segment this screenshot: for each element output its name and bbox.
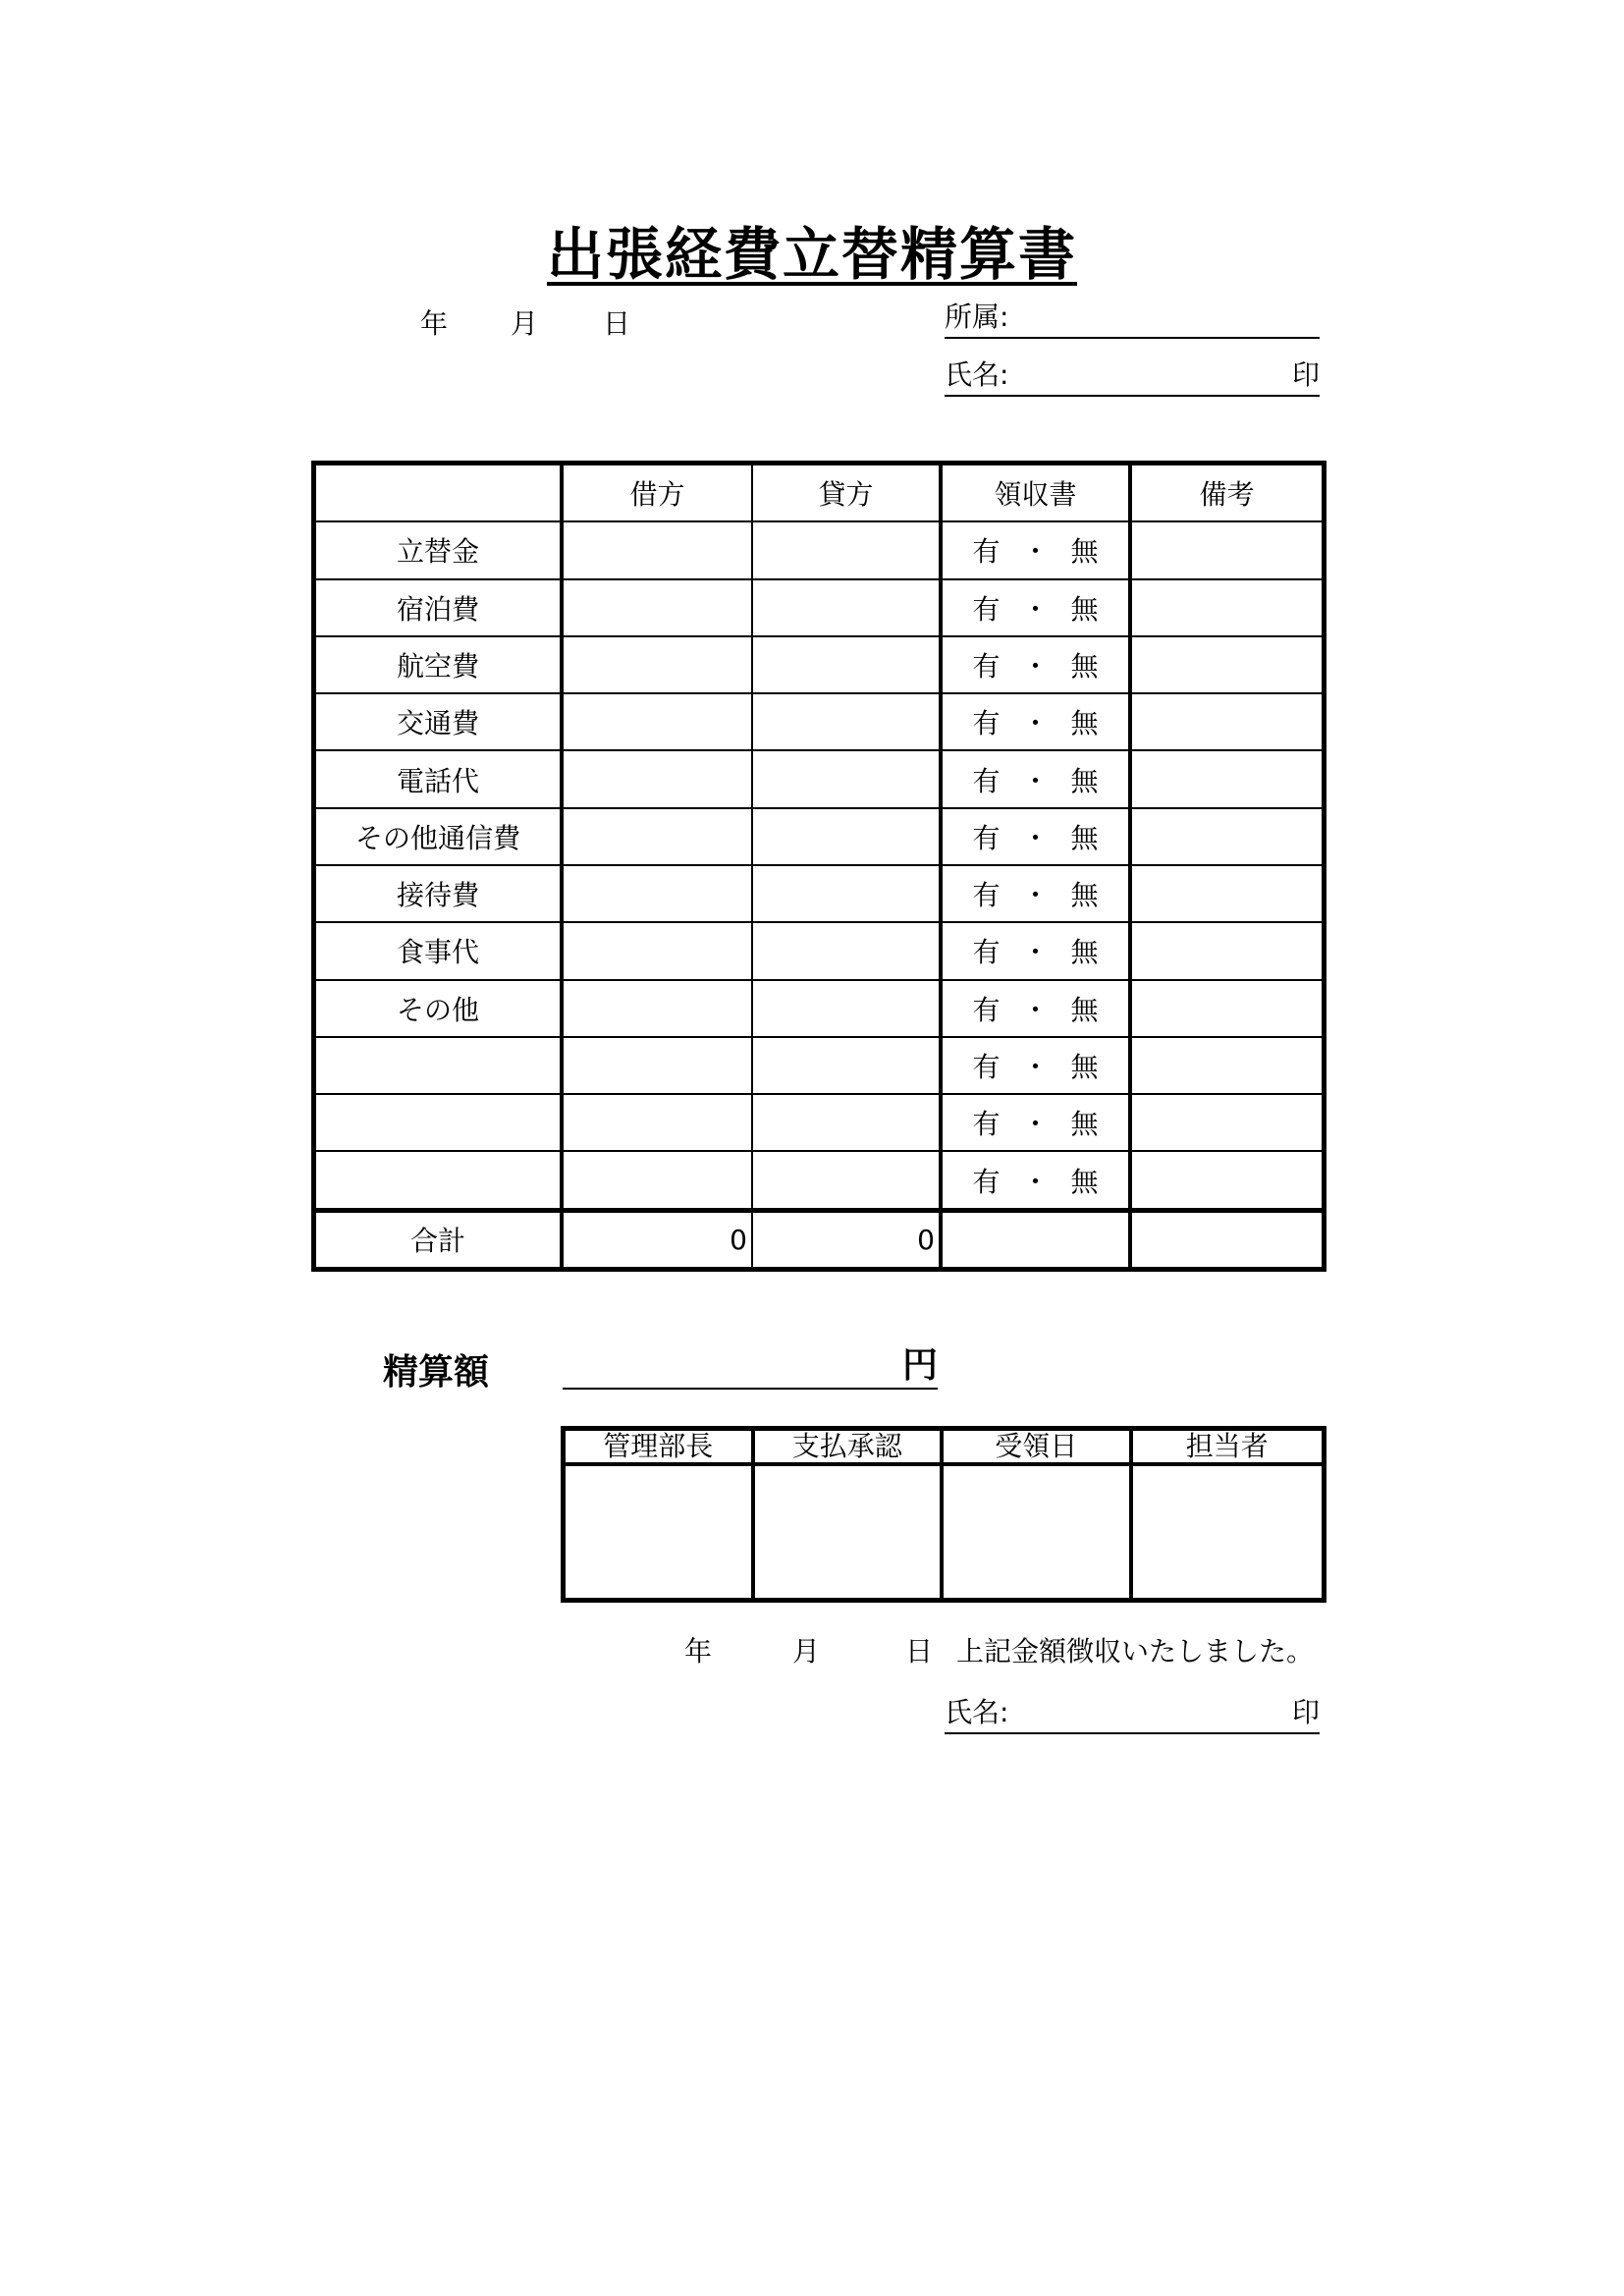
row-remarks-cell[interactable]	[1132, 1095, 1322, 1152]
footer-name-field[interactable]	[945, 1693, 1320, 1734]
receipt-yes[interactable]: 有	[972, 707, 1001, 740]
receipt-no[interactable]: 無	[1070, 936, 1099, 969]
row-remarks-cell[interactable]	[1132, 1152, 1322, 1209]
receipt-choice[interactable]	[972, 530, 1098, 570]
row-remarks-cell[interactable]	[1132, 522, 1322, 579]
row-credit-cell[interactable]	[753, 1095, 943, 1152]
row-receipt-cell[interactable]	[943, 1038, 1132, 1095]
receipt-yes[interactable]: 有	[972, 936, 1001, 969]
header-debit: 借方	[564, 465, 753, 522]
row-credit-cell[interactable]	[753, 809, 943, 866]
row-debit-cell[interactable]	[564, 866, 753, 923]
receipt-choice[interactable]	[972, 645, 1098, 684]
receipt-choice[interactable]	[972, 817, 1098, 856]
row-credit-cell[interactable]	[753, 580, 943, 637]
row-debit-cell[interactable]	[564, 694, 753, 751]
total-receipt-cell	[943, 1210, 1132, 1267]
row-receipt-cell[interactable]	[943, 981, 1132, 1038]
approval-stamp-payment[interactable]	[755, 1466, 945, 1598]
row-remarks-cell[interactable]	[1132, 981, 1322, 1038]
total-credit: 0	[753, 1210, 943, 1267]
affiliation-field[interactable]	[945, 298, 1320, 339]
row-item-label: 食事代	[316, 923, 564, 980]
receipt-no[interactable]: 無	[1070, 1050, 1099, 1083]
date-year-label: 年	[420, 307, 449, 340]
row-credit-cell[interactable]	[753, 751, 943, 808]
row-item-label	[316, 1038, 564, 1095]
settlement-amount-field[interactable]	[563, 1344, 938, 1390]
footer-month-label: 月	[792, 1635, 821, 1667]
receipt-no[interactable]: 無	[1070, 879, 1099, 912]
receipt-no[interactable]: 無	[1070, 592, 1099, 626]
receipt-yes[interactable]: 有	[972, 535, 1001, 569]
receipt-dot: ・	[1021, 1050, 1050, 1083]
receipt-dot: ・	[1021, 649, 1050, 683]
page-title: 出張経費立替精算書	[546, 221, 1077, 288]
row-credit-cell[interactable]	[753, 522, 943, 579]
row-item-label: その他通信費	[316, 809, 564, 866]
receipt-no[interactable]: 無	[1070, 1165, 1099, 1198]
row-item-label: 接待費	[316, 866, 564, 923]
row-debit-cell[interactable]	[564, 637, 753, 694]
row-item-label: 立替金	[316, 522, 564, 579]
affiliation-label: 所属:	[945, 301, 1009, 333]
row-receipt-cell[interactable]	[943, 522, 1132, 579]
footer-name-label: 氏名:	[945, 1696, 1009, 1728]
row-debit-cell[interactable]	[564, 1152, 753, 1209]
receipt-choice[interactable]	[972, 1161, 1098, 1200]
name-field[interactable]	[945, 355, 1320, 397]
row-credit-cell[interactable]	[753, 981, 943, 1038]
approval-stamp-manager[interactable]	[566, 1466, 755, 1598]
approval-stamp-person[interactable]	[1133, 1466, 1323, 1598]
receipt-yes[interactable]: 有	[972, 592, 1001, 626]
approval-table	[561, 1426, 1326, 1603]
approval-header-payment: 支払承認	[755, 1431, 945, 1466]
row-receipt-cell[interactable]	[943, 637, 1132, 694]
receipt-choice[interactable]	[972, 1103, 1098, 1142]
row-remarks-cell[interactable]	[1132, 923, 1322, 980]
header-item-cell	[316, 465, 564, 522]
row-item-label: 電話代	[316, 751, 564, 808]
approval-stamp-received-date[interactable]	[944, 1466, 1133, 1598]
header-receipt: 領収書	[943, 465, 1132, 522]
footer-year-label: 年	[684, 1635, 713, 1667]
row-item-label: 航空費	[316, 637, 564, 694]
row-remarks-cell[interactable]	[1132, 751, 1322, 808]
row-credit-cell[interactable]	[753, 866, 943, 923]
receipt-dot: ・	[1021, 879, 1050, 912]
receipt-yes[interactable]: 有	[972, 993, 1001, 1026]
receipt-no[interactable]: 無	[1070, 707, 1099, 740]
row-remarks-cell[interactable]	[1132, 637, 1322, 694]
receipt-yes[interactable]: 有	[972, 1108, 1001, 1141]
receipt-no[interactable]: 無	[1070, 535, 1099, 569]
received-statement: 上記金額徴収いたしました。	[956, 1635, 1315, 1667]
footer-seal-mark: 印	[1291, 1696, 1320, 1728]
receipt-no[interactable]: 無	[1070, 993, 1099, 1026]
row-debit-cell[interactable]	[564, 809, 753, 866]
receipt-no[interactable]: 無	[1070, 1108, 1099, 1141]
row-debit-cell[interactable]	[564, 1095, 753, 1152]
row-item-label: その他	[316, 981, 564, 1038]
receipt-no[interactable]: 無	[1070, 764, 1099, 797]
row-remarks-cell[interactable]	[1132, 866, 1322, 923]
row-credit-cell[interactable]	[753, 694, 943, 751]
approval-header-person: 担当者	[1133, 1431, 1323, 1466]
receipt-no[interactable]: 無	[1070, 649, 1099, 683]
receipt-dot: ・	[1021, 1108, 1050, 1141]
receipt-dot: ・	[1021, 764, 1050, 797]
row-debit-cell[interactable]	[564, 981, 753, 1038]
receipt-dot: ・	[1021, 993, 1050, 1026]
total-debit: 0	[564, 1210, 753, 1267]
row-receipt-cell[interactable]	[943, 923, 1132, 980]
row-debit-cell[interactable]	[564, 923, 753, 980]
receipt-dot: ・	[1021, 936, 1050, 969]
row-debit-cell[interactable]	[564, 580, 753, 637]
row-item-label: 宿泊費	[316, 580, 564, 637]
row-debit-cell[interactable]	[564, 522, 753, 579]
receipt-yes[interactable]: 有	[972, 649, 1001, 683]
receipt-dot: ・	[1021, 707, 1050, 740]
row-item-label	[316, 1095, 564, 1152]
receipt-dot: ・	[1021, 592, 1050, 626]
row-credit-cell[interactable]	[753, 637, 943, 694]
row-item-label: 交通費	[316, 694, 564, 751]
row-debit-cell[interactable]	[564, 1038, 753, 1095]
row-receipt-cell[interactable]	[943, 1152, 1132, 1209]
receipt-dot: ・	[1021, 535, 1050, 569]
row-remarks-cell[interactable]	[1132, 809, 1322, 866]
approval-header-manager: 管理部長	[566, 1431, 755, 1466]
row-credit-cell[interactable]	[753, 1152, 943, 1209]
receipt-no[interactable]: 無	[1070, 821, 1099, 854]
receipt-yes[interactable]: 有	[972, 1165, 1001, 1198]
header-credit: 貸方	[753, 465, 943, 522]
receipt-choice[interactable]	[972, 931, 1098, 970]
receipt-dot: ・	[1021, 1165, 1050, 1198]
receipt-choice[interactable]	[972, 588, 1098, 628]
row-receipt-cell[interactable]	[943, 809, 1132, 866]
receipt-choice[interactable]	[972, 1046, 1098, 1085]
footer-day-label: 日	[905, 1635, 934, 1667]
name-label: 氏名:	[945, 358, 1009, 391]
yen-label: 円	[901, 1345, 938, 1386]
receipt-dot: ・	[1021, 821, 1050, 854]
row-debit-cell[interactable]	[564, 751, 753, 808]
row-receipt-cell[interactable]	[943, 580, 1132, 637]
row-remarks-cell[interactable]	[1132, 694, 1322, 751]
row-remarks-cell[interactable]	[1132, 1038, 1322, 1095]
expense-table	[311, 461, 1326, 1272]
receipt-yes[interactable]: 有	[972, 1050, 1001, 1083]
row-remarks-cell[interactable]	[1132, 580, 1322, 637]
total-label: 合計	[316, 1210, 564, 1267]
receipt-choice[interactable]	[972, 760, 1098, 799]
header-remarks: 備考	[1132, 465, 1322, 522]
approval-header-received-date: 受領日	[944, 1431, 1133, 1466]
receipt-yes[interactable]: 有	[972, 821, 1001, 854]
receipt-yes[interactable]: 有	[972, 879, 1001, 912]
expense-grid	[316, 465, 1322, 1267]
row-receipt-cell[interactable]	[943, 866, 1132, 923]
receipt-yes[interactable]: 有	[972, 764, 1001, 797]
receipt-choice[interactable]	[972, 989, 1098, 1028]
row-receipt-cell[interactable]	[943, 751, 1132, 808]
receipt-choice[interactable]	[972, 874, 1098, 913]
row-item-label	[316, 1152, 564, 1209]
row-credit-cell[interactable]	[753, 1038, 943, 1095]
receipt-choice[interactable]	[972, 702, 1098, 741]
date-month-label: 月	[511, 307, 539, 340]
settlement-label: 精算額	[383, 1352, 490, 1393]
row-receipt-cell[interactable]	[943, 694, 1132, 751]
total-remarks-cell	[1132, 1210, 1322, 1267]
row-credit-cell[interactable]	[753, 923, 943, 980]
date-day-label: 日	[603, 307, 631, 340]
row-receipt-cell[interactable]	[943, 1095, 1132, 1152]
seal-mark: 印	[1291, 358, 1320, 391]
